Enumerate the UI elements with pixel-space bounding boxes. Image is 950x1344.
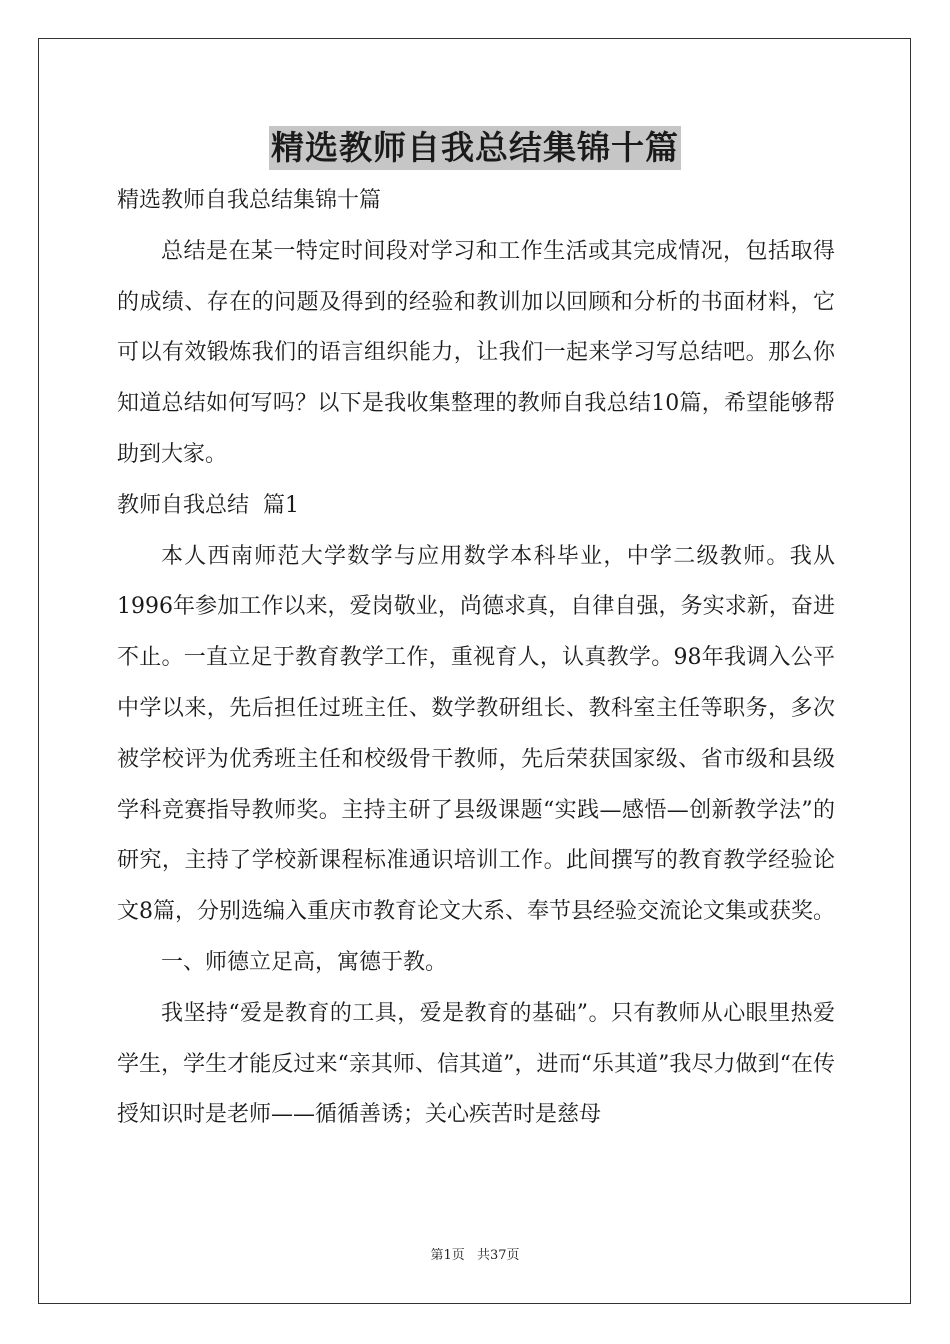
document-body: [117, 176, 835, 1141]
page-footer: [0, 1244, 950, 1263]
paragraph: 精选教师自我总结集锦十篇: [117, 188, 382, 213]
document-title: 精选教师自我总结集锦十篇: [269, 126, 681, 170]
paragraph: 我坚持“爱是教育的工具，爱是教育的基础”。只有教师从心眼里热爱学生，学生才能反过来“亲其师、信其道”，进而“乐其道”我尽力做到“在传授知识时是老师——循循善诱；关心疾苦时是慈母: [117, 1000, 835, 1128]
page-number: 第1页: [430, 1248, 465, 1263]
title-container: [0, 126, 950, 170]
paragraph: 总结是在某一特定时间段对学习和工作生活或其完成情况，包括取得的成绩、存在的问题及得到的经验和教训加以回顾和分析的书面材料，它可以有效锻炼我们的语言组织能力，让我们一起来学习写总结吧。那么你知道总结如何写吗？以下是我收集整理的教师自我总结10篇，希望能够帮助到大家。: [117, 238, 835, 467]
paragraph: 一、师德立足高，寓德于教。: [161, 949, 448, 975]
section-heading: 教师自我总结 篇1: [117, 492, 299, 518]
page-total: 共37页: [476, 1248, 520, 1263]
paragraph: 本人西南师范大学数学与应用数学本科毕业，中学二级教师。我从1996年参加工作以来，爱岗敬业，尚德求真，自律自强，务实求新，奋进不止。一直立足于教育教学工作，重视育人，认真教学。98年我调入公平中学以来，先后担任过班主任、数学教研组长、教科室主任等职务，多次被学校评为优秀班主任和校级骨干教师，先后荣获国家级、省市级和县级学科竞赛指导教师奖。主持主研了县级课题“实践—感悟—创新教学法”的研究，主持了学校新课程标准通识培训工作。此间撰写的教育教学经验论文8篇，分别选编入重庆市教育论文大系、奉节县经验交流论文集或获奖。: [117, 543, 835, 925]
